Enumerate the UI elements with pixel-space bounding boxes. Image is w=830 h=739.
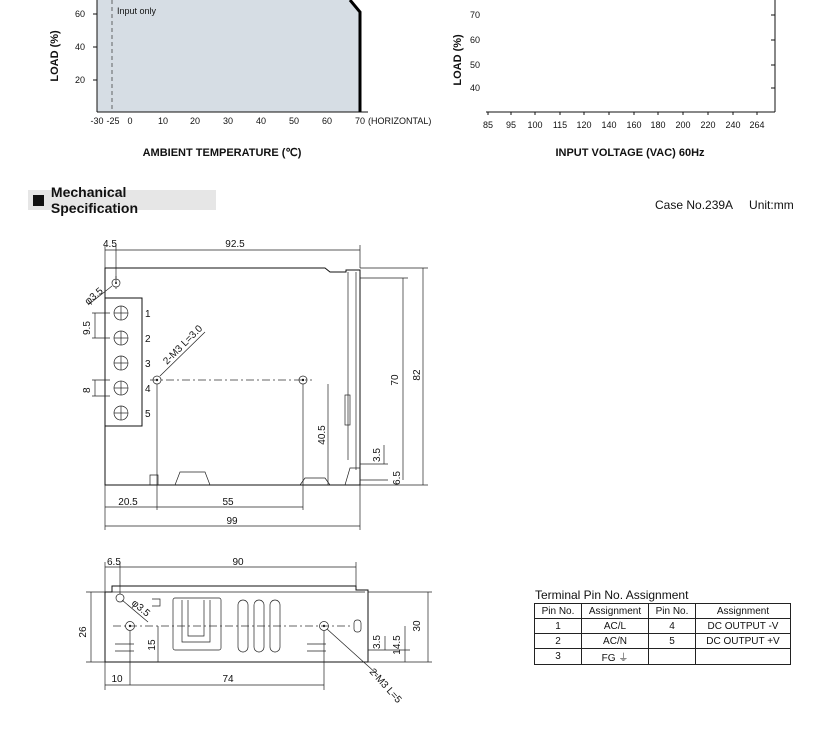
table-cell: 1	[535, 619, 582, 634]
static-xtick: 240	[725, 120, 741, 130]
case-info	[655, 198, 810, 212]
case-number: Case No.239A	[655, 198, 734, 212]
derating-xtick: 50	[288, 116, 300, 126]
dim-m3-side: 2-M3 L=5	[366, 666, 404, 706]
derating-xtick: 0	[127, 116, 133, 126]
derating-ylabel: LOAD (%)	[49, 30, 61, 82]
dim-10: 10	[111, 674, 123, 685]
derating-xtick: 20	[189, 116, 201, 126]
table-header: Pin No.	[649, 604, 696, 619]
table-row	[535, 649, 791, 665]
static-xlabel: INPUT VOLTAGE (VAC) 60Hz	[555, 147, 705, 159]
derating-xtick: -25	[106, 116, 120, 126]
dim-82: 82	[412, 369, 423, 381]
dim-99: 99	[226, 516, 238, 527]
static-xtick: 85	[482, 120, 494, 130]
derating-xlabel: AMBIENT TEMPERATURE (℃)	[142, 147, 302, 159]
derating-chart	[49, 0, 431, 159]
table-cell	[696, 649, 791, 665]
static-xtick: 120	[576, 120, 592, 130]
section-heading	[28, 184, 216, 216]
table-row	[535, 634, 791, 649]
dim-9-5: 9.5	[82, 321, 93, 335]
terminal-screws	[114, 306, 128, 420]
derating-xtick: 40	[255, 116, 267, 126]
static-chart	[452, 0, 775, 159]
static-xtick: 264	[749, 120, 765, 130]
pin-label: 2	[145, 334, 151, 345]
dim-15: 15	[147, 639, 158, 651]
table-cell: 2	[535, 634, 582, 649]
table-cell: 5	[649, 634, 696, 649]
table-row	[535, 619, 791, 634]
static-ytick: 60	[469, 35, 480, 45]
derating-area	[97, 0, 360, 112]
terminal-table	[534, 603, 791, 665]
dim-14-5: 14.5	[392, 635, 403, 655]
dim-4-5: 4.5	[103, 239, 117, 250]
dim-55: 55	[222, 497, 234, 508]
static-xtick: 200	[675, 120, 691, 130]
bullet-square-icon	[33, 195, 44, 206]
section-title: Mechanical Specification	[50, 184, 139, 216]
derating-ytick: 40	[74, 42, 85, 52]
dim-20-5: 20.5	[118, 497, 138, 508]
dim-40-5: 40.5	[317, 425, 328, 445]
static-xtick: 95	[505, 120, 517, 130]
table-header: Assignment	[582, 604, 649, 619]
static-ytick: 70	[469, 10, 480, 20]
side-view-drawing	[78, 557, 432, 706]
table-cell	[649, 649, 696, 665]
table-cell: 4	[649, 619, 696, 634]
table-cell: AC/N	[582, 634, 649, 649]
derating-xtick: -30	[90, 116, 104, 126]
derating-xsuffix: (HORIZONTAL)	[368, 116, 432, 126]
static-xtick: 100	[527, 120, 543, 130]
dim-30: 30	[412, 620, 423, 632]
derating-ytick: 20	[74, 75, 85, 85]
pin-label: 5	[145, 409, 151, 420]
dim-m3-top: 2-M3 L=3.0	[161, 323, 206, 368]
table-header: Pin No.	[535, 604, 582, 619]
dim-8: 8	[82, 387, 93, 393]
table-cell: 3	[535, 649, 582, 665]
table-header-row	[535, 604, 791, 619]
top-view-drawing	[82, 239, 428, 530]
derating-xtick: 70	[354, 116, 366, 126]
static-ytick: 40	[469, 83, 480, 93]
derating-xtick: 10	[157, 116, 169, 126]
dim-phi-3-5: φ3.5	[82, 285, 106, 308]
dim-3-5-side: 3.5	[372, 635, 383, 649]
table-cell: DC OUTPUT -V	[696, 619, 791, 634]
pin-label: 3	[145, 359, 151, 370]
dim-6-5-side: 6.5	[107, 557, 121, 568]
static-xtick: 160	[626, 120, 642, 130]
dim-70: 70	[390, 374, 401, 386]
static-ytick: 50	[469, 60, 480, 70]
static-xtick: 180	[650, 120, 666, 130]
derating-xtick: 60	[321, 116, 333, 126]
dim-92-5: 92.5	[225, 239, 245, 250]
dim-phi-3-5-side: φ3.5	[129, 597, 152, 620]
static-ylabel: LOAD (%)	[452, 34, 464, 86]
static-xtick: 140	[601, 120, 617, 130]
dim-90: 90	[232, 557, 244, 568]
derating-xtick: 30	[222, 116, 234, 126]
dim-74: 74	[222, 674, 234, 685]
table-cell: FG ⏚	[582, 649, 649, 665]
dim-26: 26	[78, 626, 89, 638]
pin-label: 4	[145, 384, 151, 395]
pin-label: 1	[145, 309, 151, 320]
static-xtick: 115	[552, 120, 568, 130]
derating-note: Input only	[117, 6, 157, 16]
table-cell: DC OUTPUT +V	[696, 634, 791, 649]
static-xtick: 220	[700, 120, 716, 130]
dim-3-5-top: 3.5	[372, 448, 383, 462]
derating-ytick: 60	[74, 9, 85, 19]
terminal-table-title: Terminal Pin No. Assignment	[535, 588, 689, 602]
dim-6-5-top: 6.5	[392, 471, 403, 485]
table-cell: AC/L	[582, 619, 649, 634]
unit-label: Unit:mm	[749, 198, 794, 212]
table-header: Assignment	[696, 604, 791, 619]
